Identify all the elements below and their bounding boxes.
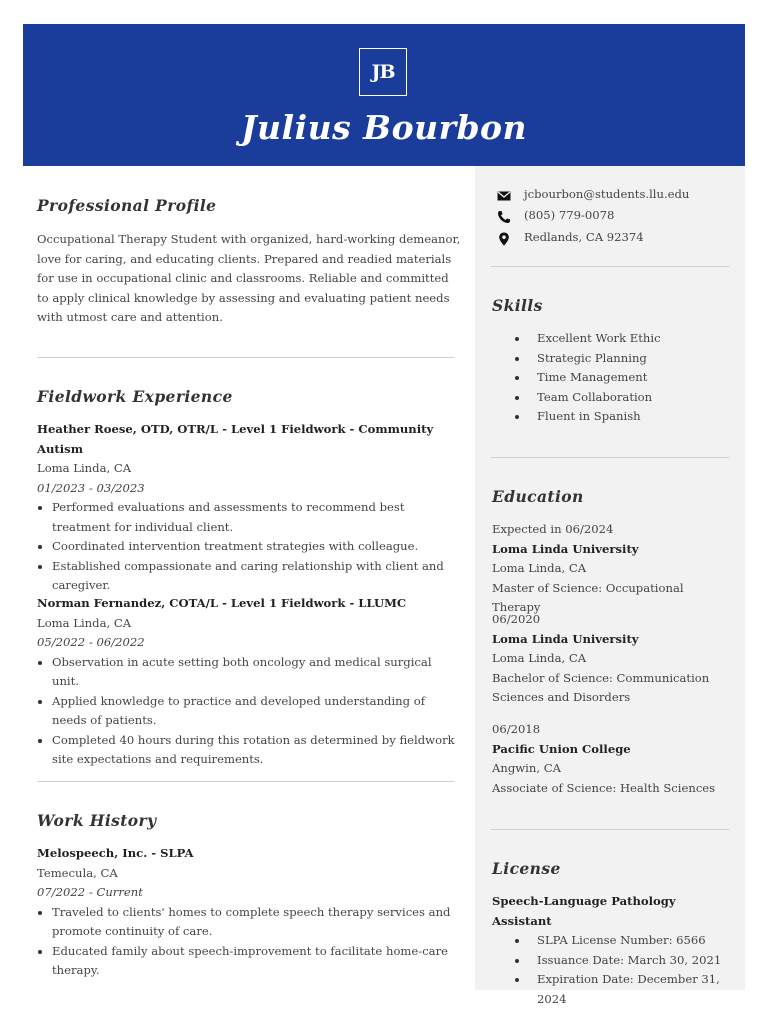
education-date: 06/2018 [492,722,541,736]
education-date: Expected in 06/2024 [492,522,614,536]
profile-text: Occupational Therapy Student with organized, hard-working demeanor, love for caring, and educating clients. Prepared and readied materials for use in occupational clinic and classrooms. Reliable and committed to apply clinical knowledge by assessing and evaluating patient needs with utmost care and attention. [37,232,461,324]
section-title-skills: Skills [492,296,543,315]
list-item: SLPA License Number: 6566 [492,931,732,951]
job-dates: 01/2023 - 03/2023 [37,480,145,495]
education-school: Loma Linda University [492,631,639,646]
list-item: Applied knowledge to practice and developed understanding of needs of patients. [37,692,462,731]
skills-list [492,329,732,427]
section-title-work: Work History [37,811,157,830]
section-title-license: License [492,859,561,878]
job-heading: Melospeech, Inc. - SLPA [37,846,194,860]
work-entry [37,844,462,981]
list-item: Educated family about speech-improvement to facilitate home-care therapy. [37,942,462,981]
section-title-education: Education [492,487,584,506]
list-item: Expiration Date: December 31, 2024 [492,970,732,1009]
list-item: Strategic Planning [492,349,732,369]
list-item: Time Management [492,368,732,388]
monogram-logo: JB [359,48,407,96]
section-divider [491,829,729,830]
list-item: Completed 40 hours during this rotation as determined by fieldwork site expectations and requirements. [37,731,462,770]
job-bullets [37,498,462,596]
education-degree: Associate of Science: Health Sciences [492,780,716,795]
fieldwork-entry [37,420,462,596]
list-item: Traveled to clients' homes to complete speech therapy services and promote continuity of care. [37,903,462,942]
education-date: 06/2020 [492,612,541,626]
job-bullets [37,653,462,770]
license-name: Speech-Language Pathology Assistant [492,894,676,928]
list-item: Excellent Work Ethic [492,329,732,349]
fieldwork-entry [37,594,462,770]
job-dates: 05/2022 - 06/2022 [37,635,145,649]
phone-text: (805) 779-0078 [524,208,615,222]
map-pin-icon [497,232,511,246]
education-school: Loma Linda University [492,541,639,556]
resume-page [23,24,745,1006]
job-bullets [37,903,462,981]
candidate-name: Julius Bourbon [240,108,528,147]
resume-header [23,24,745,166]
list-item: Fluent in Spanish [492,407,732,427]
job-location: Temecula, CA [37,865,118,880]
section-title-profile: Professional Profile [37,196,217,215]
email-text: jcbourbon@students.llu.edu [524,187,690,201]
phone-icon [497,210,511,224]
list-item: Coordinated intervention treatment strategies with colleague. [37,537,462,557]
list-item: Team Collaboration [492,388,732,408]
education-entry [492,610,732,708]
section-divider [491,457,729,458]
license-entry [492,892,732,1009]
job-heading: Heather Roese, OTD, OTR/L - Level 1 Fieldwork - Community Autism [37,422,434,456]
list-item: Established compassionate and caring relationship with client and caregiver. [37,557,462,596]
education-location: Loma Linda, CA [492,561,587,575]
education-degree: Master of Science: Occupational Therapy [492,580,684,614]
list-item: Issuance Date: March 30, 2021 [492,951,732,971]
location-text: Redlands, CA 92374 [524,230,644,244]
list-item: Observation in acute setting both oncology and medical surgical unit. [37,653,462,692]
license-details [492,931,732,1009]
envelope-icon [497,189,511,203]
sidebar [475,166,745,1006]
section-title-fieldwork: Fieldwork Experience [37,387,233,406]
job-heading: Norman Fernandez, COTA/L - Level 1 Fieldwork - LLUMC [37,596,407,610]
education-entry [492,720,732,798]
section-divider [37,781,454,782]
education-degree: Bachelor of Science: Communication Sciences and Disorders [492,670,710,704]
education-location: Angwin, CA [492,761,561,775]
education-location: Loma Linda, CA [492,651,587,665]
job-location: Loma Linda, CA [37,615,132,630]
job-location: Loma Linda, CA [37,461,132,475]
list-item: Performed evaluations and assessments to recommend best treatment for individual client. [37,498,462,537]
job-dates: 07/2022 - Current [37,885,143,899]
section-divider [491,266,729,267]
education-entry [492,520,732,618]
section-divider [37,357,454,358]
education-school: Pacific Union College [492,741,631,756]
